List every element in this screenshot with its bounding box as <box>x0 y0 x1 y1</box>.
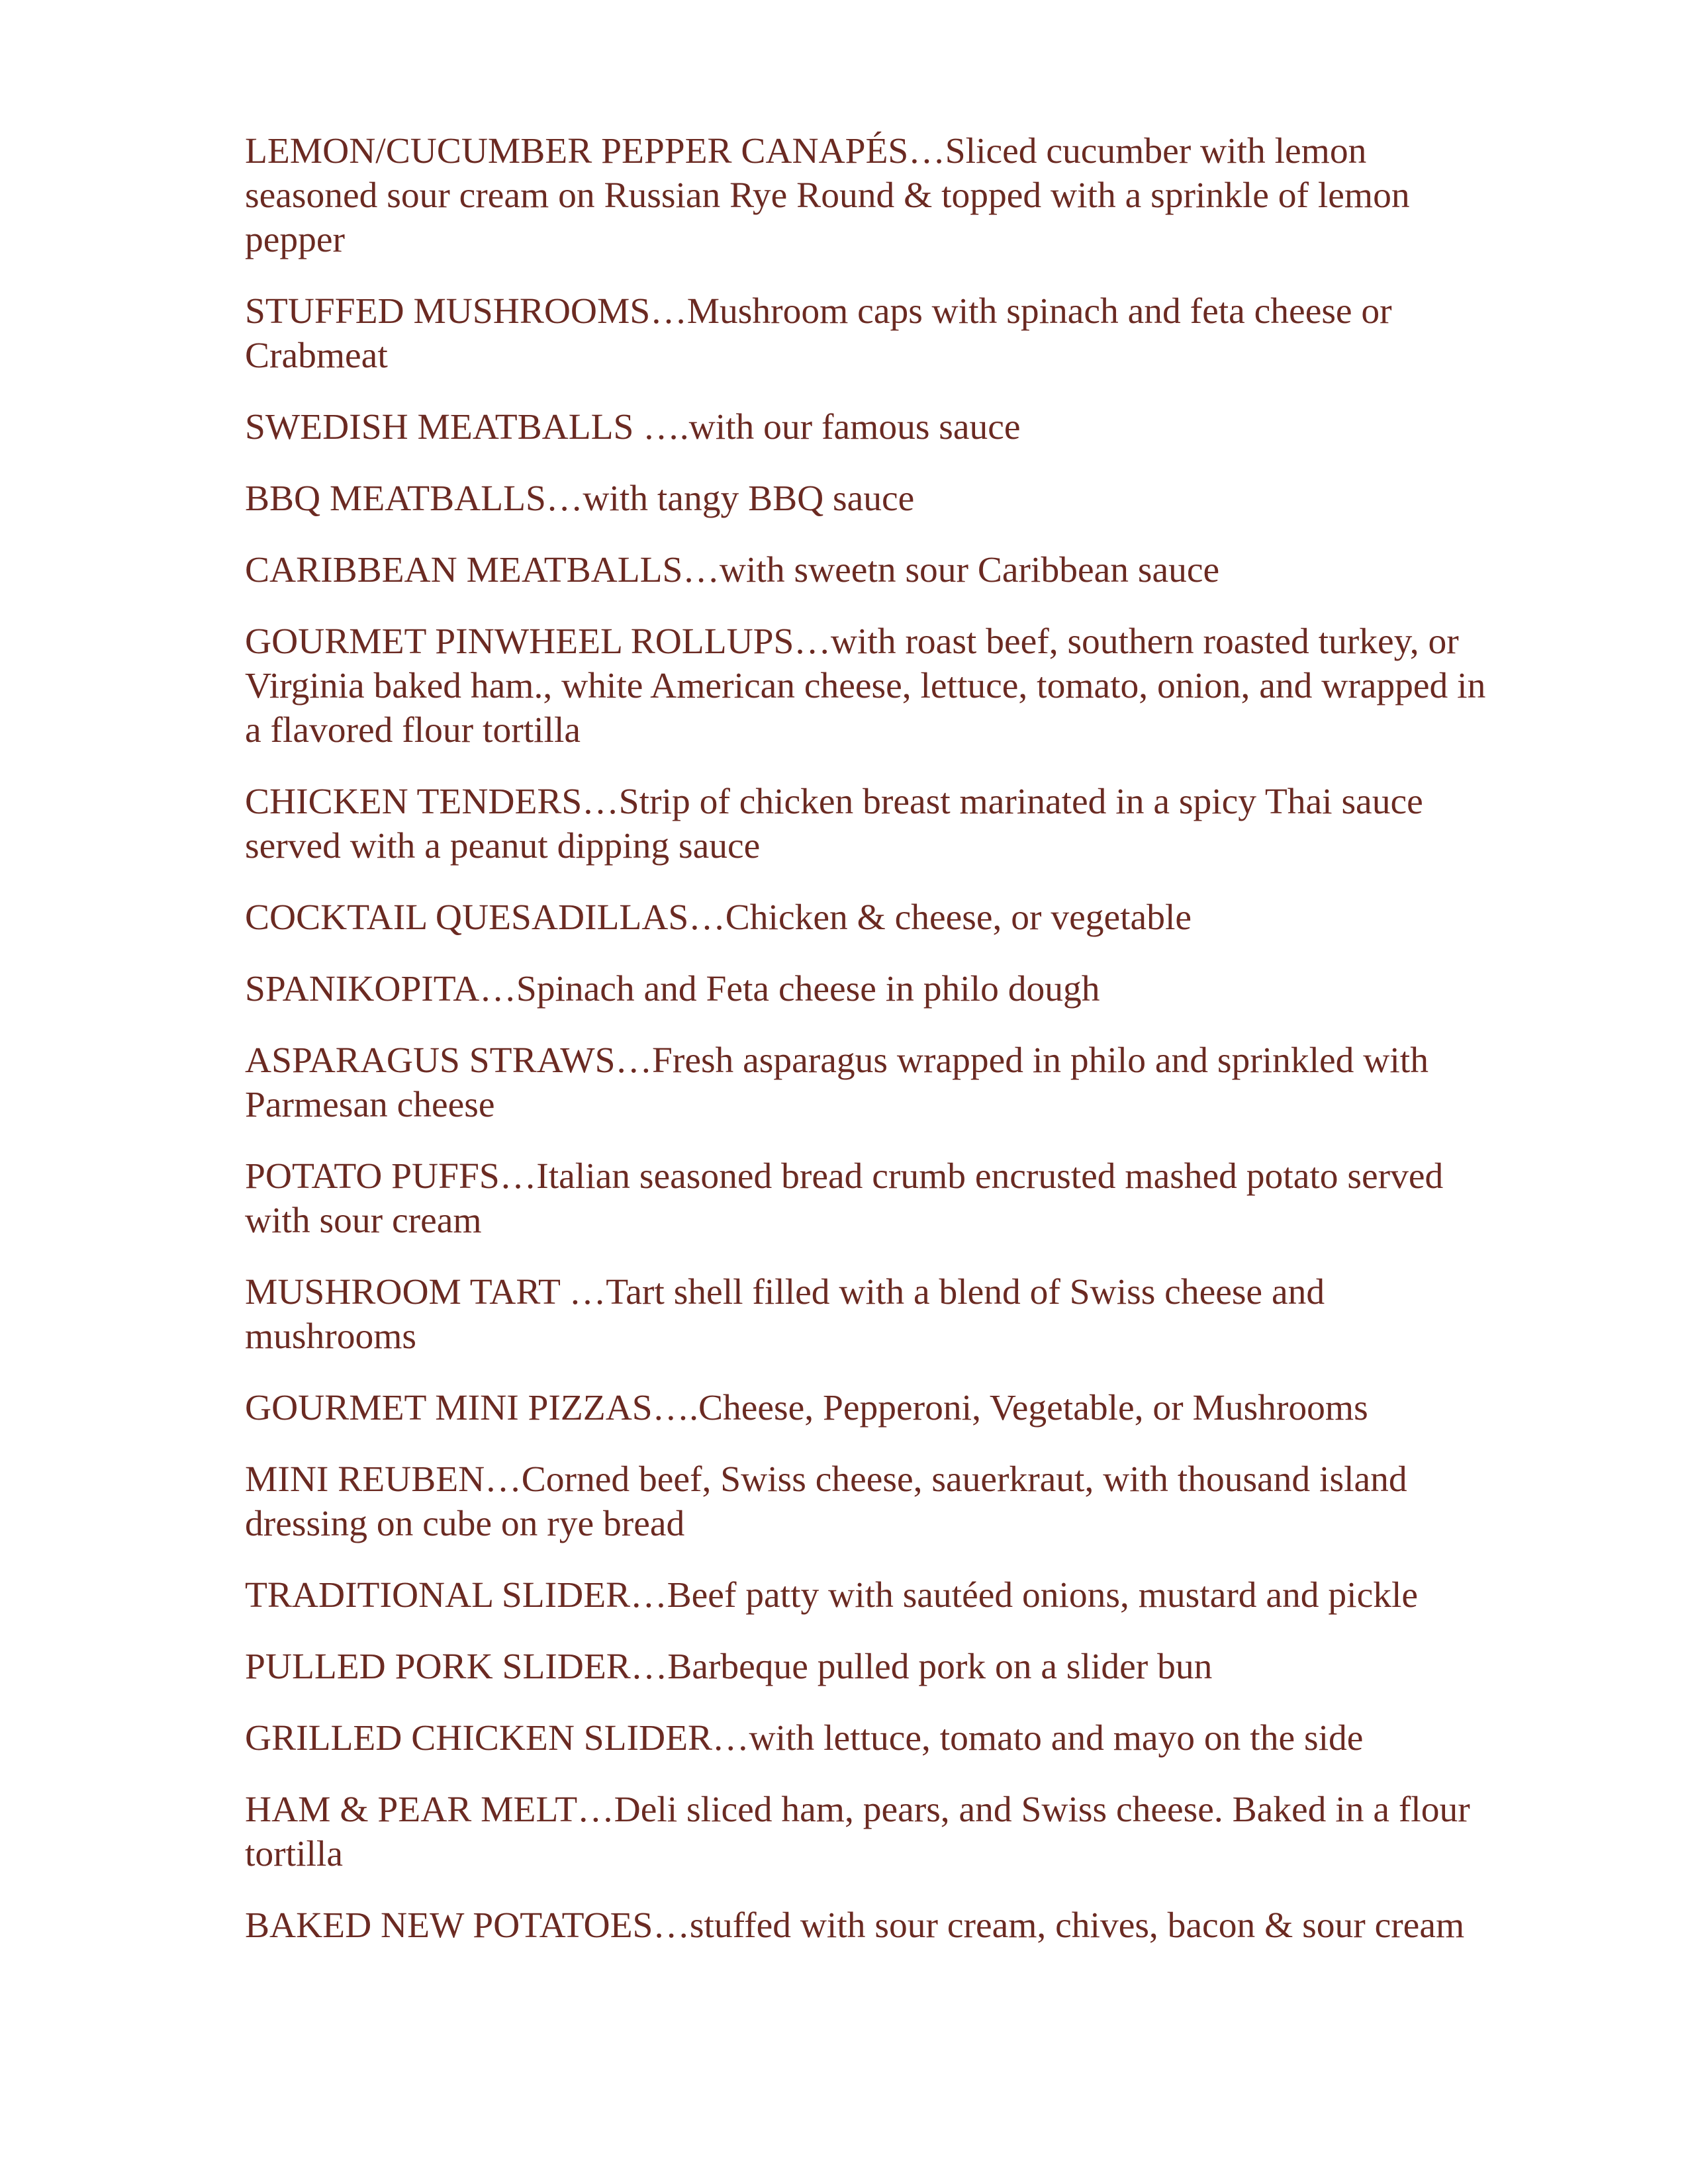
menu-item: BBQ MEATBALLS…with tangy BBQ sauce <box>245 478 915 519</box>
menu-item: MUSHROOM TART …Tart shell filled with a blend of Swiss cheese and mushrooms <box>245 1272 1325 1357</box>
menu-item: GOURMET PINWHEEL ROLLUPS…with roast beef, southern roasted turkey, or Virginia baked ham., white American cheese, lettuce, tomato, onion, and wrapped in a flavored flour tortilla <box>245 621 1486 751</box>
menu-item: LEMON/CUCUMBER PEPPER CANAPÉS…Sliced cucumber with lemon seasoned sour cream on Russian Rye Round & topped with a sprinkle of lemon pepper <box>245 131 1410 260</box>
menu-item: BAKED NEW POTATOES…stuffed with sour cream, chives, bacon & sour cream <box>245 1905 1465 1946</box>
menu-item: SPANIKOPITA…Spinach and Feta cheese in philo dough <box>245 969 1100 1009</box>
menu-item: GOURMET MINI PIZZAS….Cheese, Pepperoni, Vegetable, or Mushrooms <box>245 1388 1368 1428</box>
menu-item: HAM & PEAR MELT…Deli sliced ham, pears, and Swiss cheese. Baked in a flour tortilla <box>245 1790 1470 1874</box>
menu-item: PULLED PORK SLIDER…Barbeque pulled pork on a slider bun <box>245 1647 1213 1687</box>
menu-item: ASPARAGUS STRAWS…Fresh asparagus wrapped in philo and sprinkled with Parmesan cheese <box>245 1040 1429 1125</box>
menu-list <box>245 129 1489 1975</box>
menu-item: POTATO PUFFS…Italian seasoned bread crumb encrusted mashed potato served with sour cream <box>245 1156 1444 1241</box>
menu-item: STUFFED MUSHROOMS…Mushroom caps with spinach and feta cheese or Crabmeat <box>245 291 1392 376</box>
menu-item: TRADITIONAL SLIDER…Beef patty with sautéed onions, mustard and pickle <box>245 1575 1419 1615</box>
menu-item: SWEDISH MEATBALLS ….with our famous sauce <box>245 407 1021 447</box>
menu-item: CARIBBEAN MEATBALLS…with sweetn sour Caribbean sauce <box>245 550 1220 590</box>
menu-item: GRILLED CHICKEN SLIDER…with lettuce, tomato and mayo on the side <box>245 1718 1364 1758</box>
menu-item: COCKTAIL QUESADILLAS…Chicken & cheese, or vegetable <box>245 897 1192 938</box>
menu-item: MINI REUBEN…Corned beef, Swiss cheese, sauerkraut, with thousand island dressing on cube on rye bread <box>245 1459 1407 1544</box>
menu-item: CHICKEN TENDERS…Strip of chicken breast marinated in a spicy Thai sauce served with a peanut dipping sauce <box>245 782 1423 866</box>
